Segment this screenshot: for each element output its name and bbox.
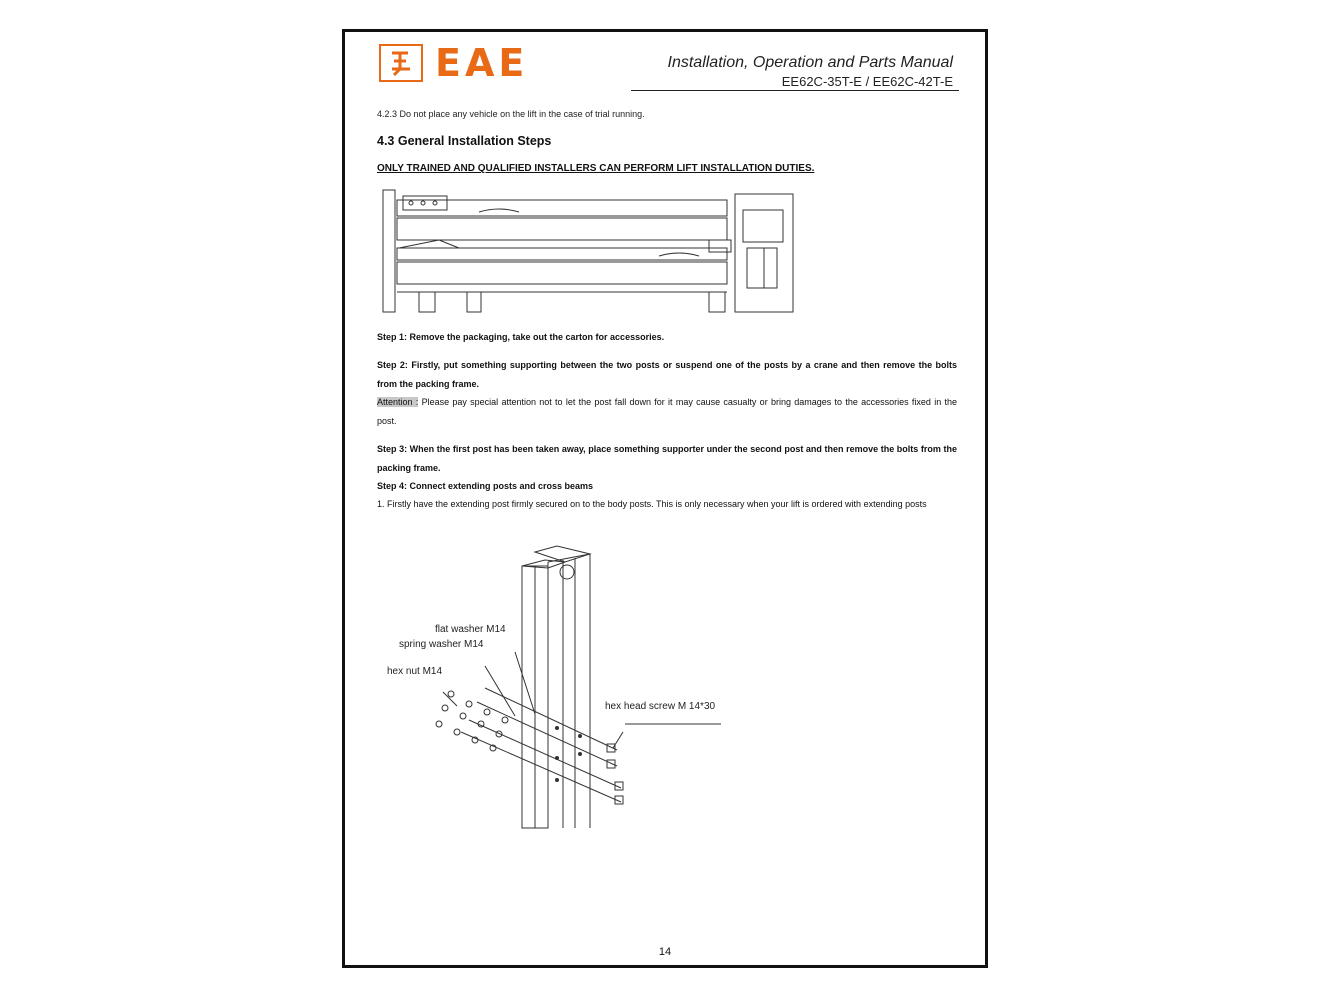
step-4-item-1: 1. Firstly have the extending post firmly secured on to the body posts. This is only necessary when your lift is ordered with extending posts bbox=[377, 499, 927, 509]
step-1: Step 1: Remove the packaging, take out the carton for accessories. bbox=[377, 332, 665, 342]
step-3: Step 3: When the first post has been taken away, place something supporter under the second post and then remove the bolts from the packing frame. bbox=[377, 444, 957, 473]
attention-text: Please pay special attention not to let the post fall down for it may cause casualty or bring damages to the accessories fixed in the post. bbox=[377, 397, 957, 426]
brand-logo-text: EAE bbox=[435, 41, 529, 85]
post-assembly-diagram bbox=[385, 544, 785, 834]
manual-page bbox=[342, 29, 988, 968]
label-hex-screw: hex head screw M 14*30 bbox=[605, 701, 716, 712]
attention-label: Attention : bbox=[377, 397, 419, 407]
attention-note bbox=[377, 393, 957, 430]
lift-packaging-figure bbox=[379, 188, 799, 314]
step-2: Step 2: Firstly, put something supporting between the two posts or suspend one of the posts by a crane and then remove the bolts from the packing frame. bbox=[377, 360, 957, 389]
intro-note: 4.2.3 Do not place any vehicle on the lift in the case of trial running. bbox=[377, 109, 645, 119]
manual-title: Installation, Operation and Parts Manual bbox=[667, 54, 953, 71]
step-4: Step 4: Connect extending posts and cross beams bbox=[377, 481, 594, 491]
manual-models: EE62C-35T-E / EE62C-42T-E bbox=[781, 74, 953, 89]
brand-logo-icon bbox=[379, 44, 423, 82]
label-flat-washer: flat washer M14 bbox=[435, 624, 506, 635]
header-rule bbox=[631, 90, 959, 91]
label-hex-nut: hex nut M14 bbox=[387, 666, 443, 677]
page-number: 14 bbox=[658, 946, 672, 958]
section-title: 4.3 General Installation Steps bbox=[377, 134, 552, 148]
label-spring-washer: spring washer M14 bbox=[399, 639, 484, 650]
safety-warning: ONLY TRAINED AND QUALIFIED INSTALLERS CAN PERFORM LIFT INSTALLATION DUTIES. bbox=[377, 163, 815, 174]
